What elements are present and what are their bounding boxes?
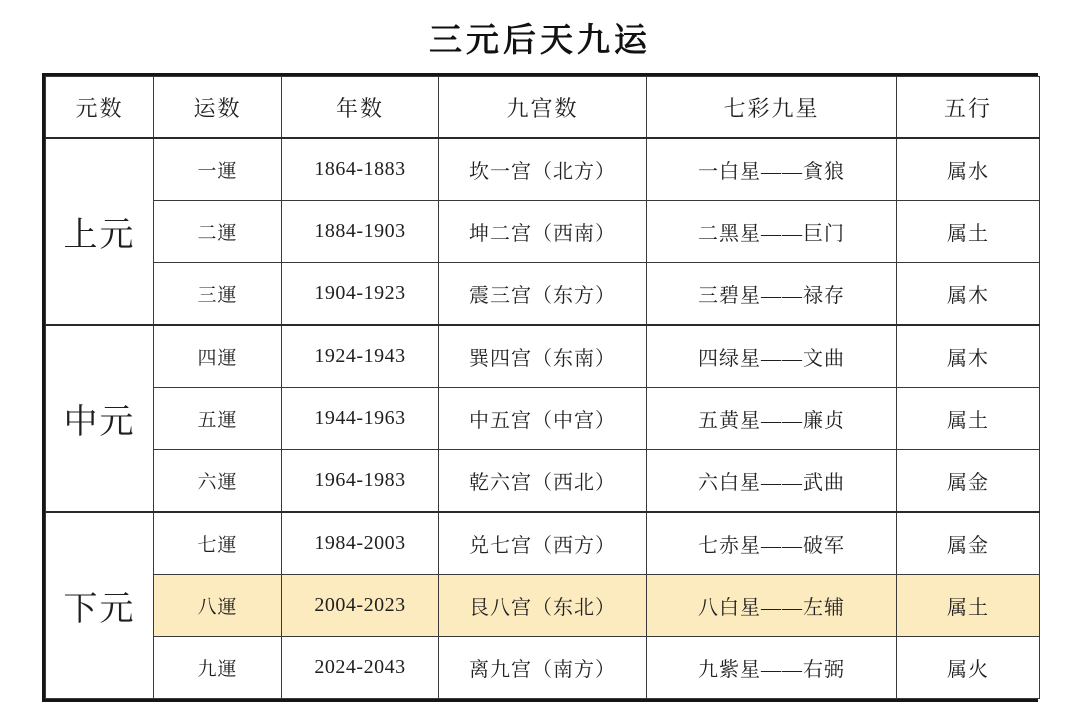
palace-name: 中五宫（中宫） [439, 388, 647, 450]
page-title: 三元后天九运 [429, 23, 651, 59]
yuan-label-shangyuan: 上元 [46, 138, 154, 325]
palace-name: 坤二宫（西南） [439, 201, 647, 263]
star-name: 二黑星——巨门 [647, 201, 897, 263]
wuxing-element: 属火 [897, 637, 1040, 699]
star-name: 五黄星——廉贞 [647, 388, 897, 450]
year-range: 1964-1983 [282, 450, 439, 513]
yun-label: 七運 [154, 512, 282, 575]
star-name: 八白星——左辅 [647, 575, 897, 637]
palace-name: 乾六宫（西北） [439, 450, 647, 513]
year-range: 1924-1943 [282, 325, 439, 388]
nine-periods-table-wrapper [42, 73, 1038, 702]
palace-name: 艮八宫（东北） [439, 575, 647, 637]
yun-label: 六運 [154, 450, 282, 513]
year-range: 1884-1903 [282, 201, 439, 263]
wuxing-element: 属金 [897, 512, 1040, 575]
yun-label: 二運 [154, 201, 282, 263]
table-row [46, 325, 1040, 388]
table-header-row [46, 77, 1040, 139]
yuan-label-xiayuan: 下元 [46, 512, 154, 699]
table-row [46, 201, 1040, 263]
column-header-palace: 九宫数 [439, 77, 647, 139]
year-range: 1904-1923 [282, 263, 439, 326]
wuxing-element: 属水 [897, 138, 1040, 201]
wuxing-element: 属土 [897, 201, 1040, 263]
yuan-label-zhongyuan: 中元 [46, 325, 154, 512]
table-row [46, 388, 1040, 450]
column-header-yun: 运数 [154, 77, 282, 139]
star-name: 九紫星——右弼 [647, 637, 897, 699]
yun-label: 三運 [154, 263, 282, 326]
palace-name: 兑七宫（西方） [439, 512, 647, 575]
star-name: 一白星——貪狼 [647, 138, 897, 201]
star-name: 四绿星——文曲 [647, 325, 897, 388]
column-header-wuxing: 五行 [897, 77, 1040, 139]
table-row [46, 138, 1040, 201]
wuxing-element: 属土 [897, 388, 1040, 450]
column-header-star: 七彩九星 [647, 77, 897, 139]
column-header-yuan: 元数 [46, 77, 154, 139]
yun-label: 一運 [154, 138, 282, 201]
wuxing-element: 属木 [897, 325, 1040, 388]
yun-label: 八運 [154, 575, 282, 637]
table-row [46, 512, 1040, 575]
wuxing-element: 属金 [897, 450, 1040, 513]
star-name: 三碧星——禄存 [647, 263, 897, 326]
star-name: 六白星——武曲 [647, 450, 897, 513]
yun-label: 四運 [154, 325, 282, 388]
wuxing-element: 属木 [897, 263, 1040, 326]
nine-periods-table [45, 76, 1040, 699]
palace-name: 坎一宫（北方） [439, 138, 647, 201]
table-row [46, 637, 1040, 699]
yun-label: 五運 [154, 388, 282, 450]
wuxing-element: 属土 [897, 575, 1040, 637]
table-body [46, 138, 1040, 699]
palace-name: 震三宫（东方） [439, 263, 647, 326]
star-name: 七赤星——破军 [647, 512, 897, 575]
year-range: 1984-2003 [282, 512, 439, 575]
yun-label: 九運 [154, 637, 282, 699]
palace-name: 离九宫（南方） [439, 637, 647, 699]
palace-name: 巽四宫（东南） [439, 325, 647, 388]
table-row [46, 450, 1040, 513]
year-range: 1864-1883 [282, 138, 439, 201]
year-range: 2004-2023 [282, 575, 439, 637]
table-row-highlighted [46, 575, 1040, 637]
column-header-years: 年数 [282, 77, 439, 139]
table-header [46, 77, 1040, 139]
year-range: 2024-2043 [282, 637, 439, 699]
table-row [46, 263, 1040, 326]
year-range: 1944-1963 [282, 388, 439, 450]
